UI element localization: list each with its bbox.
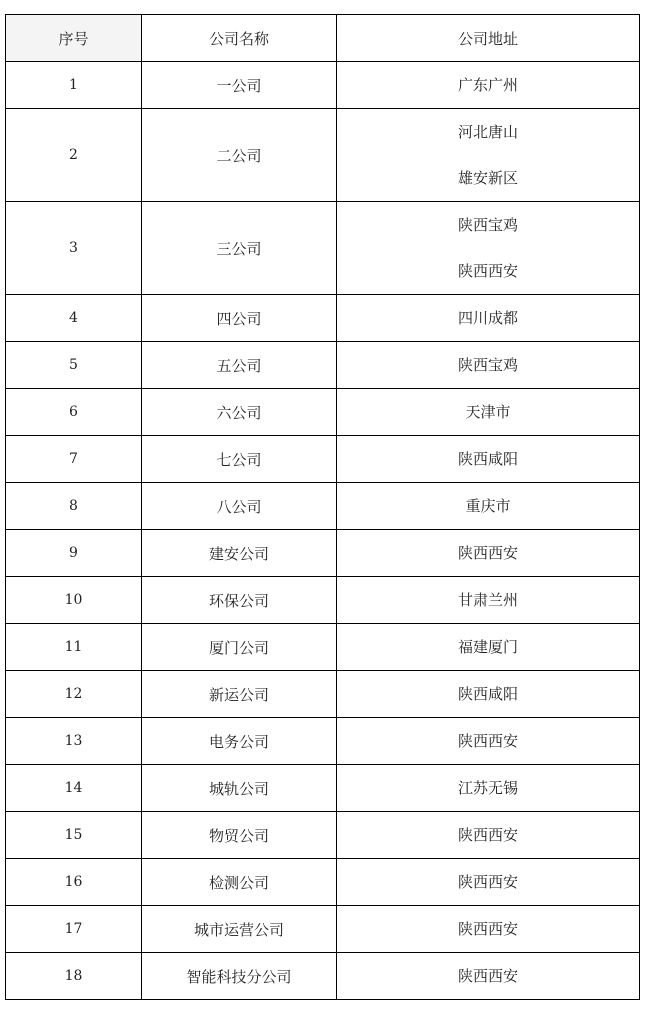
table-row <box>6 906 640 953</box>
company-table <box>5 14 640 1000</box>
table-row <box>6 530 640 577</box>
cell-company-address <box>337 389 640 436</box>
cell-company-name: 厦门公司 <box>142 624 337 671</box>
cell-company-address <box>337 624 640 671</box>
address-line: 陕西西安 <box>457 967 518 985</box>
cell-index: 13 <box>6 718 142 765</box>
cell-index: 1 <box>6 62 142 109</box>
cell-index: 15 <box>6 812 142 859</box>
cell-company-name: 七公司 <box>142 436 337 483</box>
cell-company-address <box>337 859 640 906</box>
cell-company-address <box>337 62 640 109</box>
cell-company-name: 电务公司 <box>142 718 337 765</box>
address-line: 雄安新区 <box>457 169 518 187</box>
address-line: 陕西西安 <box>457 920 518 938</box>
address-line: 陕西咸阳 <box>457 685 518 703</box>
table-row <box>6 765 640 812</box>
address-line: 陕西西安 <box>457 826 518 844</box>
table-row <box>6 342 640 389</box>
cell-index: 16 <box>6 859 142 906</box>
cell-company-address <box>337 671 640 718</box>
address-line: 河北唐山 <box>457 123 518 141</box>
cell-company-address <box>337 765 640 812</box>
address-line: 四川成都 <box>457 309 518 327</box>
header-company-name: 公司名称 <box>142 15 337 62</box>
cell-index: 7 <box>6 436 142 483</box>
cell-company-name: 环保公司 <box>142 577 337 624</box>
address-line: 江苏无锡 <box>457 779 518 797</box>
cell-company-address <box>337 577 640 624</box>
address-line: 陕西西安 <box>457 262 518 280</box>
table-row <box>6 718 640 765</box>
table-row <box>6 202 640 295</box>
address-line: 甘肃兰州 <box>457 591 518 609</box>
cell-index: 5 <box>6 342 142 389</box>
cell-company-name: 二公司 <box>142 109 337 202</box>
table-row <box>6 953 640 1000</box>
table-header-row <box>6 15 640 62</box>
cell-index: 17 <box>6 906 142 953</box>
cell-index: 11 <box>6 624 142 671</box>
table-row <box>6 62 640 109</box>
cell-index: 9 <box>6 530 142 577</box>
cell-index: 12 <box>6 671 142 718</box>
cell-company-address <box>337 109 640 202</box>
header-company-address: 公司地址 <box>337 15 640 62</box>
header-index: 序号 <box>6 15 142 62</box>
address-line: 广东广州 <box>457 76 518 94</box>
address-line: 福建厦门 <box>457 638 518 656</box>
address-line: 陕西咸阳 <box>457 450 518 468</box>
cell-company-name: 检测公司 <box>142 859 337 906</box>
cell-company-name: 四公司 <box>142 295 337 342</box>
address-line: 重庆市 <box>465 497 511 515</box>
address-line: 陕西西安 <box>457 544 518 562</box>
table-row <box>6 859 640 906</box>
cell-company-address <box>337 718 640 765</box>
table-row <box>6 436 640 483</box>
address-line: 陕西西安 <box>457 732 518 750</box>
table-body <box>6 62 640 1000</box>
cell-company-name: 五公司 <box>142 342 337 389</box>
cell-company-name: 六公司 <box>142 389 337 436</box>
cell-index: 10 <box>6 577 142 624</box>
table-row <box>6 812 640 859</box>
cell-company-name: 新运公司 <box>142 671 337 718</box>
cell-company-name: 城市运营公司 <box>142 906 337 953</box>
cell-index: 18 <box>6 953 142 1000</box>
cell-company-address <box>337 202 640 295</box>
cell-company-address <box>337 530 640 577</box>
table-row <box>6 671 640 718</box>
cell-company-address <box>337 483 640 530</box>
cell-company-address <box>337 953 640 1000</box>
address-line: 陕西宝鸡 <box>457 216 518 234</box>
cell-company-address <box>337 342 640 389</box>
cell-index: 3 <box>6 202 142 295</box>
table-row <box>6 624 640 671</box>
cell-company-address <box>337 436 640 483</box>
address-line: 天津市 <box>465 403 511 421</box>
cell-index: 6 <box>6 389 142 436</box>
cell-company-name: 三公司 <box>142 202 337 295</box>
table-row <box>6 389 640 436</box>
table-row <box>6 483 640 530</box>
address-line: 陕西宝鸡 <box>457 356 518 374</box>
cell-index: 8 <box>6 483 142 530</box>
cell-index: 2 <box>6 109 142 202</box>
table-row <box>6 577 640 624</box>
table-row <box>6 295 640 342</box>
cell-company-name: 物贸公司 <box>142 812 337 859</box>
cell-company-address <box>337 295 640 342</box>
address-line: 陕西西安 <box>457 873 518 891</box>
cell-company-name: 智能科技分公司 <box>142 953 337 1000</box>
cell-company-name: 建安公司 <box>142 530 337 577</box>
table-row <box>6 109 640 202</box>
cell-company-name: 城轨公司 <box>142 765 337 812</box>
cell-company-name: 一公司 <box>142 62 337 109</box>
cell-company-address <box>337 906 640 953</box>
cell-company-address <box>337 812 640 859</box>
cell-index: 4 <box>6 295 142 342</box>
cell-company-name: 八公司 <box>142 483 337 530</box>
cell-index: 14 <box>6 765 142 812</box>
